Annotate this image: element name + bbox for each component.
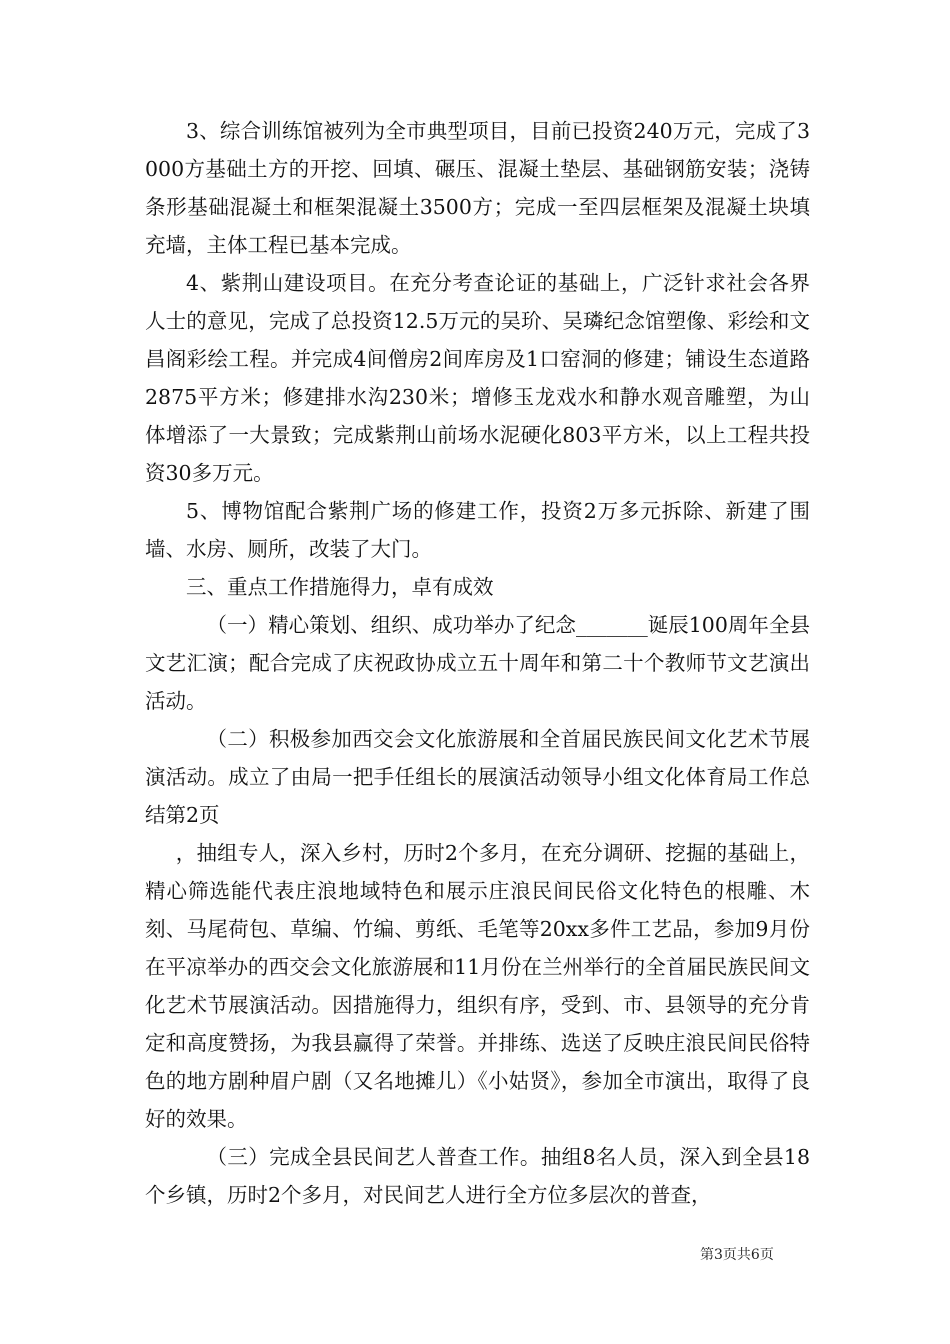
paragraph-gym-project: 3、综合训练馆被列为全市典型项目，目前已投资240万元，完成了3000方基础土方的开挖、回填、碾压、混凝土垫层、基础钢筋安装；浇铸条形基础混凝土和框架混凝土3500方；完成一至四层框架及混凝土块填充墙，主体工程已基本完成。	[145, 119, 810, 257]
paragraph-item-one: （一）精心策划、组织、成功举办了纪念_______诞辰100周年全县文艺汇演；配合完成了庆祝政协成立五十周年和第二十个教师节文艺演出活动。	[145, 613, 810, 713]
paragraph-item-three: （三）完成全县民间艺人普查工作。抽组8名人员，深入到全县18个乡镇，历时2个多月，对民间艺人进行全方位多层次的普查，	[145, 1145, 810, 1207]
page-number-footer: 第3页共6页	[700, 1247, 774, 1263]
section-heading-key-work: 三、重点工作措施得力，卓有成效	[186, 575, 494, 599]
document-body	[145, 112, 810, 1214]
paragraph-item-two-continued: ，抽组专人，深入乡村，历时2个多月，在充分调研、挖掘的基础上，精心筛选能代表庄浪地域特色和展示庄浪民间民俗文化特色的根雕、木刻、马尾荷包、草编、竹编、剪纸、毛笔等20xx多件工艺品，参加9月份在平凉举办的西交会文化旅游展和11月份在兰州举行的全首届民族民间文化艺术节展演活动。因措施得力，组织有序，受到、市、县领导的充分肯定和高度赞扬，为我县赢得了荣誉。并排练、选送了反映庄浪民间民俗特色的地方剧种眉户剧（又名地摊儿）《小姑贤》，参加全市演出，取得了良好的效果。	[145, 841, 810, 1131]
paragraph-zijing-mountain: 4、紫荆山建设项目。在充分考查论证的基础上，广泛针求社会各界人士的意见，完成了总投资12.5万元的吴玠、吴璘纪念馆塑像、彩绘和文昌阁彩绘工程。并完成4间僧房2间库房及1口窑洞的修建；铺设生态道路2875平方米；修建排水沟230米；增修玉龙戏水和静水观音雕塑，为山体增添了一大景致；完成紫荆山前场水泥硬化803平方米，以上工程共投资30多万元。	[145, 271, 810, 485]
paragraph-museum: 5、博物馆配合紫荆广场的修建工作，投资2万多元拆除、新建了围墙、水房、厕所，改装了大门。	[145, 499, 810, 561]
paragraph-item-two: （二）积极参加西交会文化旅游展和全首届民族民间文化艺术节展演活动。成立了由局一把手任组长的展演活动领导小组文化体育局工作总结第2页	[145, 727, 810, 827]
